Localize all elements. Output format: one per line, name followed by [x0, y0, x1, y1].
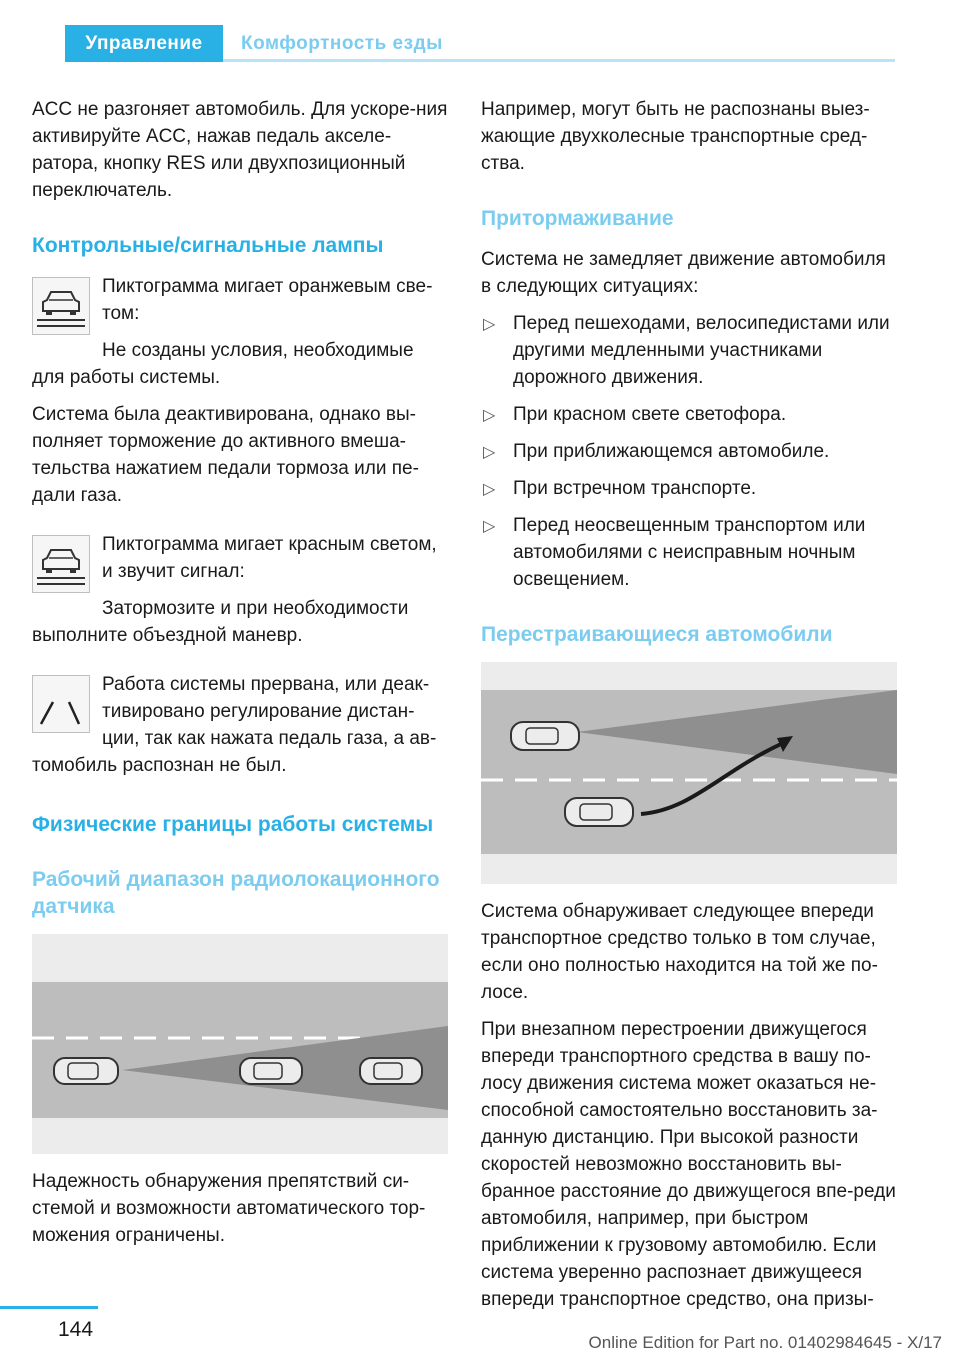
list-item: ▷ При встречном транспорте.	[481, 475, 897, 502]
lamp-red-text: Пиктограмма мигает красным светом, и звучит сигнал:	[102, 534, 437, 582]
bullet-triangle-icon: ▷	[483, 481, 496, 498]
heading-physical-limits: Физические границы работы системы	[32, 813, 434, 836]
paragraph-two-wheelers: Например, могут быть не распознаны выез-жающие двухколесные транспортные сред-ства.	[481, 99, 870, 174]
braking-situations-list	[481, 310, 897, 593]
paragraph-reliability: Надежность обнаружения препятствий си-стемой и возможности автоматического тор-можения ограничены.	[32, 1171, 426, 1246]
bullet-triangle-icon: ▷	[483, 444, 496, 461]
lamp-lanes-block	[32, 671, 448, 779]
paragraph-cut-in: При внезапном перестроении движущегося впереди транспортного средства в вашу по-лосу движения система может оказаться не-способной самостоятельно восстановить за-данную дистанцию. При высокой разности скоростей невозможно восстановить вы-бранное расстояние до движущегося впе-реди автомобиля, например, при быстром приближении к грузовому автомобилю. Если система уверенно распознает движущееся впереди транспортное средство, она призы-	[481, 1019, 896, 1310]
list-item: ▷ Перед пешеходами, велосипедистами или другими медленными участниками дорожного движения.	[483, 313, 890, 388]
bullet-triangle-icon: ▷	[483, 407, 496, 424]
footer-rule	[0, 1306, 98, 1309]
list-item: ▷ Перед неосвещенным транспортом или автомобилями с неисправным ночным освещением.	[483, 515, 866, 590]
header-rule	[223, 59, 895, 62]
bullet-triangle-icon: ▷	[483, 518, 496, 535]
lane-change-figure	[481, 662, 897, 884]
list-item: ▷ При красном свете светофора.	[481, 401, 897, 428]
lamp-orange-details: Система была деактивирована, однако вы-полняет торможение до активного вмеша-тельства нажатием педали тормоза или пе-дали газа.	[32, 404, 419, 506]
car-ahead-1	[240, 1058, 302, 1084]
lamp-orange-meaning: Не созданы условия, необходимые для работы системы.	[32, 340, 414, 388]
left-column	[32, 96, 448, 1259]
car-own	[54, 1058, 118, 1084]
paragraph-acc-acceleration: ACC не разгоняет автомобиль. Для ускоре-ния активируйте ACC, нажав педаль акселе-ратора, кнопку RES или двухпозиционный переключатель.	[32, 99, 448, 201]
header-rule-active	[65, 59, 223, 62]
car-ahead	[511, 722, 579, 750]
page-number: 144	[58, 1318, 94, 1341]
lamp-red-meaning: Затормозите и при необходимости выполните объездной маневр.	[32, 598, 409, 646]
car-warning-icon	[32, 277, 90, 335]
section-tab-active: Управление	[65, 25, 223, 62]
list-item: ▷ При приближающемся автомобиле.	[481, 438, 897, 465]
car-warning-icon	[32, 535, 90, 593]
lamp-orange-text: Пиктограмма мигает оранжевым све-том:	[102, 276, 433, 324]
section-tab-next: Комфортность езды	[241, 33, 443, 54]
radar-range-figure	[32, 934, 448, 1154]
car-cutting-in	[565, 798, 633, 826]
lamp-lanes-text: Работа системы прервана, или деак-тивировано регулирование дистан-ции, так как нажата педаль газа, а ав-томобиль распознан не был.	[32, 674, 437, 776]
lane-lines-icon	[32, 675, 90, 733]
bullet-triangle-icon: ▷	[483, 316, 496, 333]
car-ahead-2	[360, 1058, 422, 1084]
heading-lane-change: Перестраивающиеся автомобили	[481, 623, 833, 646]
heading-indicator-lamps: Контрольные/сигнальные лампы	[32, 234, 384, 257]
right-column	[481, 96, 897, 1323]
paragraph-braking-intro: Система не замедляет движение автомобиля в следующих ситуациях:	[481, 249, 886, 297]
lamp-red-block	[32, 531, 448, 649]
heading-braking: Притормаживание	[481, 207, 674, 230]
lamp-orange-block	[32, 273, 448, 391]
paragraph-same-lane: Система обнаруживает следующее впереди транспортное средство только в том случае, если оно полностью находится на той же по-лосе.	[481, 901, 878, 1003]
edition-footer: Online Edition for Part no. 01402984645 - X/17	[588, 1333, 942, 1352]
heading-radar-range: Рабочий диапазон радиолокационного датчика	[32, 868, 440, 918]
